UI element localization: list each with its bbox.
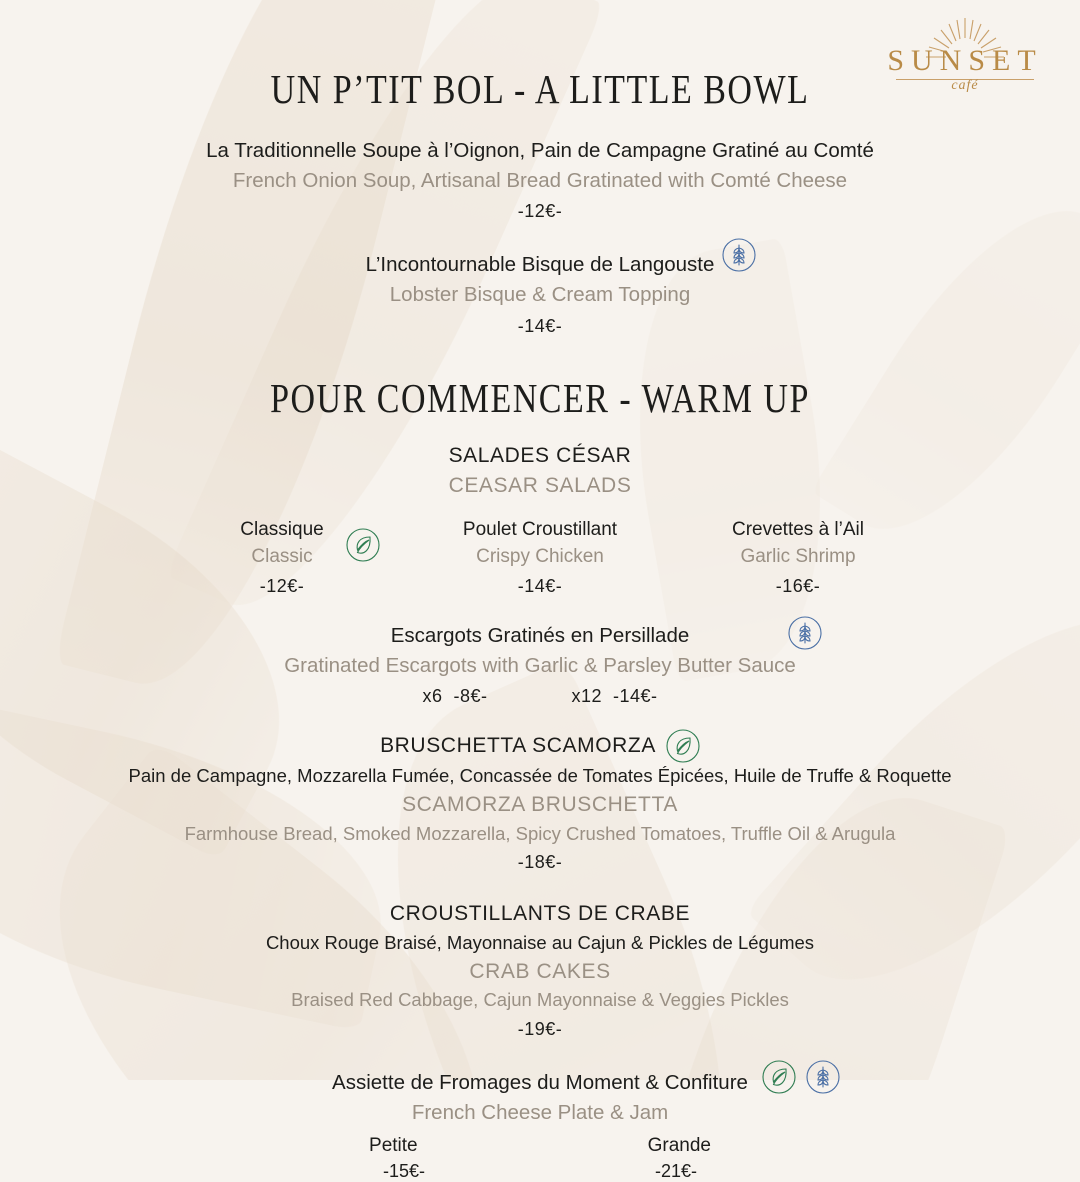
item-title-en: CRAB CAKES [469,959,611,983]
item-desc-fr: Pain de Campagne, Mozzarella Fumée, Concassée de Tomates Épicées, Huile de Truffe & Roquette [128,765,952,787]
item-desc-en: Farmhouse Bread, Smoked Mozzarella, Spicy Crushed Tomatoes, Truffle Oil & Arugula [184,822,896,844]
item-title-en: SCAMORZA BRUSCHETTA [402,793,678,817]
item-price: -14€- [613,686,658,707]
item-qty-price-6 [422,686,487,707]
item-name-en: Classic [251,546,313,568]
item-name-fr: La Traditionnelle Soupe à l’Oignon, Pain de Campagne Gratiné au Comté [206,139,874,162]
item-name-en: Lobster Bisque & Cream Topping [389,283,691,307]
menu-item-cheese-plate [0,1068,1080,1182]
item-name-en: French Onion Soup, Artisanal Bread Gratinated with Comté Cheese [232,168,848,192]
item-name-en: Crispy Chicken [476,546,604,568]
item-price-small: -15€- [382,1161,425,1182]
vegetarian-icon [666,729,700,763]
item-price: -16€- [775,575,821,596]
section-title-little-bowl: UN P’TIT BOL - A LITTLE BOWL [270,67,810,113]
qty-label: x6 [422,686,443,707]
item-name-fr: Poulet Croustillant [462,518,618,540]
item-price: -18€- [517,852,563,873]
size-label-large: Grande [647,1135,711,1157]
item-name-fr: L’Incontournable Bisque de Langouste [365,253,715,277]
salads-options-row [0,516,1080,597]
salads-title-en: CEASAR SALADS [448,474,632,498]
item-name-en: Gratinated Escargots with Garlic & Parsley Butter Sauce [284,653,796,677]
logo-wordmark: SUNSET [887,44,1043,77]
vegetarian-icon [346,528,380,562]
item-name-fr: Escargots Gratinés en Persillade [390,623,690,647]
item-title-fr: BRUSCHETTA SCAMORZA [380,734,656,758]
section-title-warm-up: POUR COMMENCER - WARM UP [270,376,810,422]
item-price: -12€- [517,201,563,222]
item-desc-fr: Choux Rouge Braisé, Mayonnaise au Cajun & Pickles de Légumes [265,931,815,953]
item-name-en: French Cheese Plate & Jam [411,1100,669,1124]
item-price: -12€- [259,575,305,596]
item-qty-price-12 [571,686,657,707]
gluten-icon [722,238,756,272]
item-desc-en: Braised Red Cabbage, Cajun Mayonnaise & Veggies Pickles [291,989,789,1011]
item-name-fr: Classique [240,518,324,540]
item-price: -8€- [453,686,488,707]
salad-option-garlic-shrimp [669,516,927,597]
menu-item-crab-cakes [0,899,1080,1040]
item-price-large: -21€- [655,1161,698,1182]
menu-item-lobster-bisque [0,250,1080,336]
gluten-icon [788,616,822,650]
vegetarian-icon [762,1060,796,1094]
item-name-en: Garlic Shrimp [740,546,856,568]
item-name-fr: Crevettes à l’Ail [732,518,864,540]
item-title-fr: CROUSTILLANTS DE CRABE [389,902,691,926]
item-price: -19€- [517,1018,563,1039]
qty-label: x12 [571,686,603,707]
menu-item-escargots [0,621,1080,707]
menu-item-onion-soup [0,136,1080,222]
item-name-fr: Assiette de Fromages du Moment & Confiture [332,1070,748,1094]
salads-title-fr: SALADES CÉSAR [448,443,632,467]
gluten-icon [806,1060,840,1094]
item-price: -14€- [517,315,563,336]
salad-option-crispy-chicken [411,516,669,597]
item-price: -14€- [517,575,563,596]
size-label-small: Petite [369,1135,418,1157]
logo-tagline: café [951,78,979,93]
salad-option-classic [153,516,411,597]
menu-item-bruschetta [0,729,1080,873]
